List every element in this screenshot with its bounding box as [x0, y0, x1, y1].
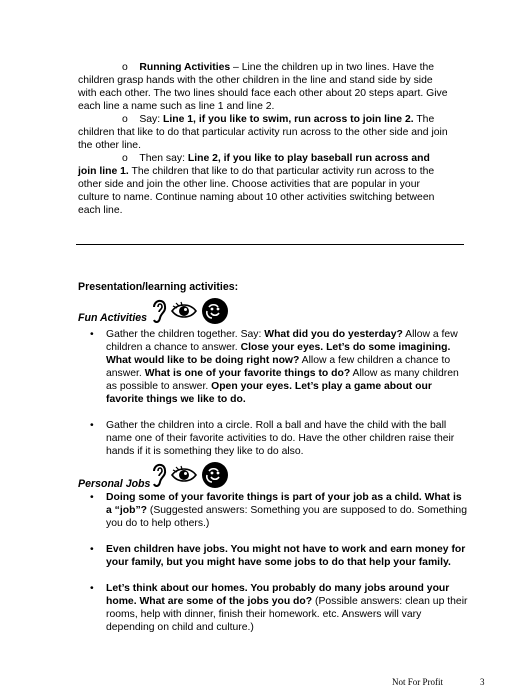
- list-item: [90, 543, 470, 569]
- running-activities-block: [78, 61, 450, 217]
- running-activities-title: Running Activities: [139, 62, 231, 73]
- running-activities-paragraph: [78, 61, 450, 113]
- fun-activities-heading: Fun Activities: [78, 312, 148, 324]
- list-item: [90, 582, 470, 634]
- fun-activities-list: [90, 328, 470, 458]
- jobs-bullet-1-text: [106, 491, 470, 530]
- bullet-marker: •: [90, 583, 94, 594]
- personal-jobs-heading: Personal Jobs: [78, 478, 151, 490]
- bullet-marker: •: [90, 329, 94, 340]
- sub-bullet-marker: o: [122, 114, 128, 125]
- bold-text-run: Doing some of your favorite things is part of your job as a child. What is a “job”?: [106, 492, 462, 516]
- bullet-marker: •: [90, 544, 94, 555]
- bold-text-run: What did you do yesterday?: [264, 329, 403, 340]
- horizontal-divider: [76, 244, 464, 245]
- jobs-bullet-2-text: Even children have jobs. You might not have to work and earn money for your family, but you might have some jobs to do that help your family.: [106, 544, 466, 568]
- head-icon: [200, 296, 230, 326]
- text-run: Gather the children together. Say:: [106, 329, 265, 340]
- jobs-bullet-3-text: [106, 582, 470, 634]
- running-activities-intro: – Line the children up in two lines. Have the children grasp hands with the other children in the line and stand side by side with each other. The two lines should face each other about 20 steps apart. Give each line a name such as line 1 and line 2.: [78, 62, 448, 112]
- fun-bullet-2-text: Gather the children into a circle. Roll a ball and have the child with the ball name one of their favorite activities to do. Have the other children raise their hands if it is something they like to do also.: [106, 420, 455, 457]
- page-number: 3: [480, 677, 485, 687]
- say-line-1-prefix: Say:: [139, 114, 164, 125]
- senses-icons: [150, 296, 230, 326]
- say-line-2-rest: The children that like to do that particular activity run across to the other side and join the other line. Choose activities that are popular in your culture to name. Continue naming about 10 other activities switching between each line.: [78, 166, 435, 216]
- list-item: [90, 491, 470, 530]
- bullet-marker: •: [90, 492, 94, 503]
- bullet-marker: •: [90, 420, 94, 431]
- presentation-heading: Presentation/learning activities:: [78, 281, 239, 293]
- bold-text-run: Open your eyes. Let’s play a game about our favorite things we like to do.: [106, 381, 432, 405]
- footer-label: Not For Profit: [392, 677, 444, 687]
- fun-bullet-1-text: [106, 328, 470, 406]
- list-item: [90, 419, 470, 458]
- say-line-1-bold: Line 1, if you like to swim, run across to join line 2.: [163, 114, 414, 125]
- bold-text-run: What is one of your favorite things to do?: [144, 368, 351, 379]
- ear-icon: [150, 296, 168, 326]
- eye-icon: [170, 465, 198, 485]
- personal-jobs-list: [90, 491, 470, 634]
- say-line-1-rest: The children that like to do that particular activity run across to the other side and join the other line.: [78, 114, 448, 151]
- sub-bullet-marker: o: [122, 153, 128, 164]
- text-run: Allow a few children a chance to answer.: [106, 329, 458, 353]
- bold-text-run: Close your eyes. Let’s do some imagining. What would like to be doing right now?: [106, 342, 451, 366]
- head-icon: [200, 460, 230, 490]
- text-run: (Possible answers: clean up their rooms, help with dinner, finish their homework. etc. Answers will vary depending on child and culture.): [106, 596, 468, 633]
- list-item: [90, 328, 470, 406]
- say-line-2-prefix: Then say:: [139, 153, 188, 164]
- text-run: Allow as many children as possible to answer.: [106, 368, 459, 392]
- text-run: (Suggested answers: Something you are supposed to do. Something you do to help others.): [106, 505, 467, 529]
- say-line-2-paragraph: [78, 152, 450, 217]
- say-line-2-bold: Line 2, if you like to play baseball run across and join line 1.: [78, 153, 430, 177]
- sub-bullet-marker: o: [122, 62, 128, 73]
- ear-icon: [150, 460, 168, 490]
- eye-icon: [170, 301, 198, 321]
- text-run: Allow a few children a chance to answer.: [106, 355, 451, 379]
- bold-text-run: Let’s think about our homes. You probably do many jobs around your home. What are some of the jobs you do?: [106, 583, 450, 607]
- say-line-1-paragraph: [78, 113, 450, 152]
- senses-icons: [150, 460, 230, 490]
